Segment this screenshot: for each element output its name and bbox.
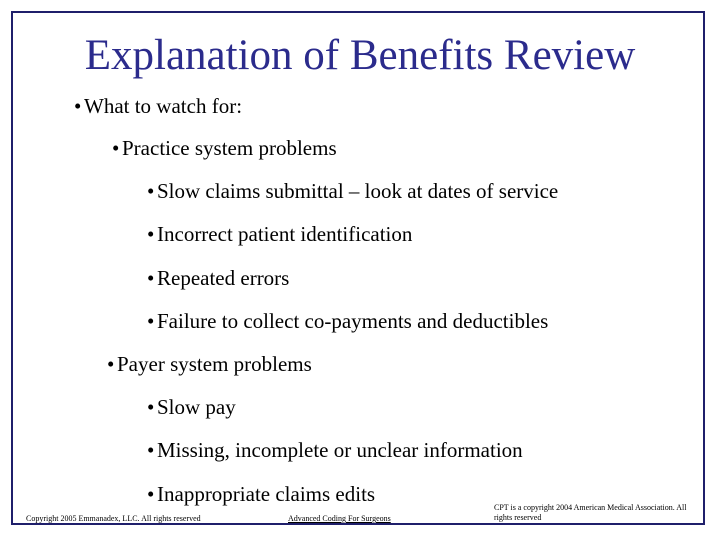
bullet-payer-system-problems [107, 352, 312, 376]
bullet-marker: • [147, 222, 155, 246]
bullet-marker: • [147, 395, 155, 419]
bullet-text: Missing, incomplete or unclear information [157, 438, 523, 462]
bullet-inappropriate-edits [147, 482, 375, 506]
bullet-marker: • [112, 136, 120, 160]
footer-course-title: Advanced Coding For Surgeons [288, 514, 391, 523]
bullet-marker: • [147, 309, 155, 333]
bullet-marker: • [147, 438, 155, 462]
bullet-text: Slow pay [157, 395, 236, 419]
bullet-marker: • [147, 482, 155, 506]
slide-title: Explanation of Benefits Review [84, 32, 636, 79]
bullet-text: Slow claims submittal – look at dates of service [157, 179, 559, 203]
bullet-incorrect-patient-id [147, 222, 412, 246]
bullet-text: Payer system problems [117, 352, 312, 376]
bullet-text: What to watch for: [84, 94, 243, 118]
bullet-marker: • [147, 266, 155, 290]
bullet-repeated-errors [147, 266, 289, 290]
footer-cpt-notice: CPT is a copyright 2004 American Medical Association. All rights reserved [494, 503, 687, 522]
bullet-marker: • [107, 352, 115, 376]
bullet-text: Repeated errors [157, 266, 290, 290]
bullet-missing-info [147, 438, 523, 462]
bullet-marker: • [74, 94, 82, 118]
bullet-text: Inappropriate claims edits [157, 482, 376, 506]
footer-copyright: Copyright 2005 Emmanadex, LLC. All rights reserved [26, 514, 201, 523]
bullet-text: Failure to collect co-payments and deductibles [157, 309, 549, 333]
bullet-text: Practice system problems [122, 136, 337, 160]
bullet-text: Incorrect patient identification [157, 222, 413, 246]
bullet-slow-claims-submittal [147, 179, 558, 203]
bullet-slow-pay [147, 395, 236, 419]
bullet-what-to-watch [74, 94, 242, 118]
bullet-practice-system-problems [112, 136, 337, 160]
bullet-marker: • [147, 179, 155, 203]
bullet-failure-to-collect [147, 309, 548, 333]
